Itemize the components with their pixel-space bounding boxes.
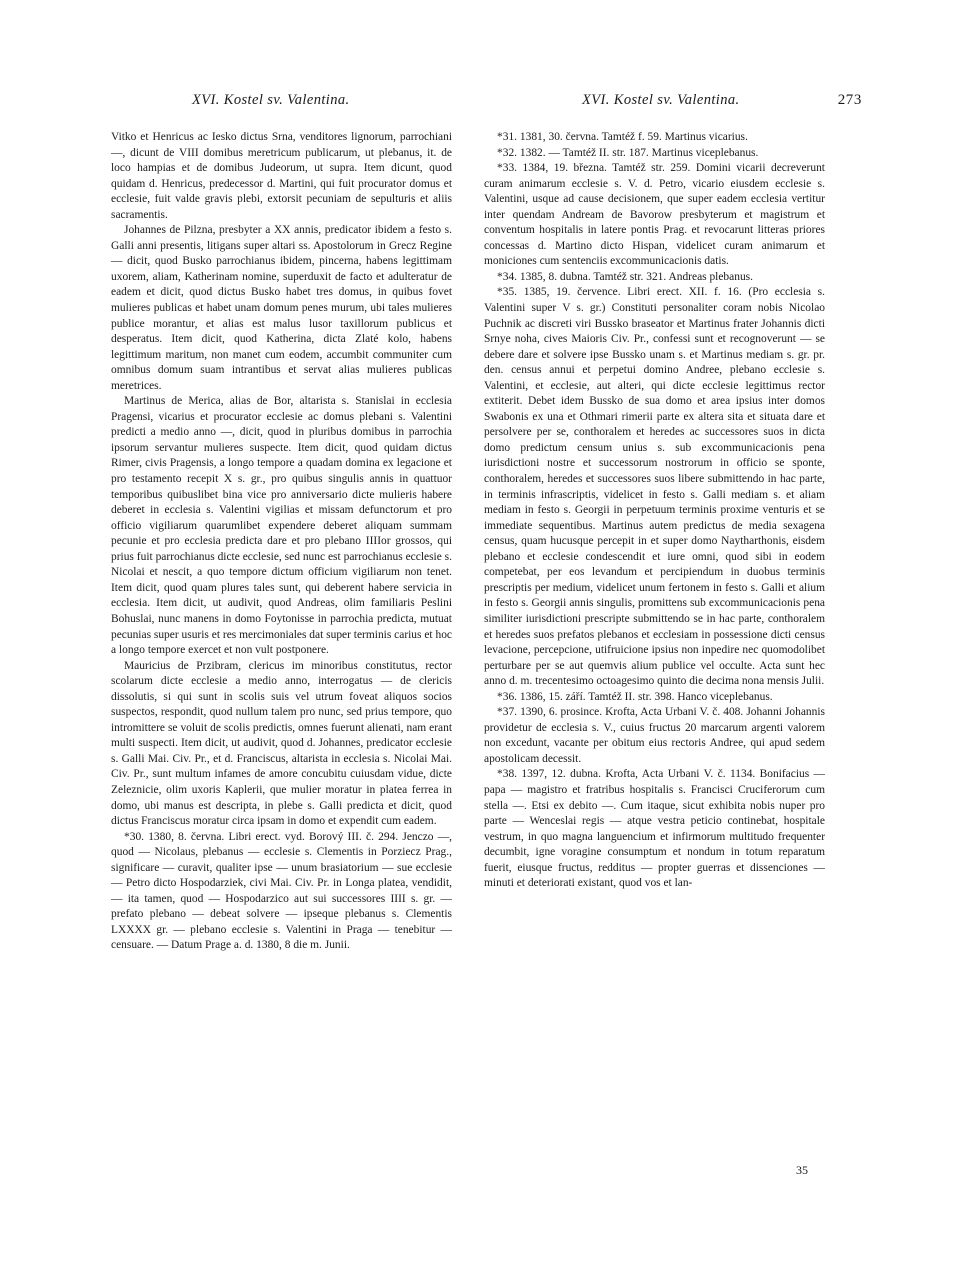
entry-32: *32. 1382. — Tamtéž II. str. 187. Martinus viceplebanus.: [497, 146, 759, 159]
entry-37: *37. 1390, 6. prosince. Krofta, Acta Urbani V. č. 408. Johanni Johannis providetur de ecclesia s. V., cuius fructus 20 marcarum argenti valorem non excedunt, vacante per obitum eius rectoris Andree, qui apud sedem apostolicam decessit.: [484, 706, 825, 765]
paragraph-martinus-de-merica: Martinus de Merica, alias de Bor, altarista s. Stanislai in ecclesia Pragensi, vicarius et procurator ecclesie ac domus plebani s. Valentini predicti a medio anno —, dicit, quod in pluribus domibus in parrochia ipsorum servantur mulieres suspecte. Item dicit, quod quidam dictus Rimer, civis Pragensis, a longo tempore a quadam domina ex legacione et pro testamento recepit X s. gr., pro quibus singulis annis in quattuor temporibus quibuslibet bina vice pro anniversario dicte mulieris habere deberet in ecclesia s. Valentini vigilias et missam defunctorum et pro officio vigiliarum quarumlibet expendere deberet aliquam summam pecunie et pro ecclesia predicta dare et pro plebano IIIIor grossos, qui prius fuit parrochianus dicte ecclesie, sed nunc est parrochianus ecclesie s. Nicolai et nescit, a quo tempore dictum officium vigiliarum non tenet. Item dicit, quod quam plures tales sunt, qui deberent habere serviciа in ecclesia. Item dicit, ut audivit, quod Andreas, olim familiaris Peslini Bohuslai, nunc manens in domo Foytonisse in parrochia predicta, mutuat pecunias super usuris et res mercimoniales dat super terminis carius et hoc a longo tempore exercet et non vult postponere.: [111, 395, 452, 657]
entry-36: *36. 1386, 15. září. Tamtéž II. str. 398. Hanco viceplebanus.: [497, 690, 773, 703]
right-running-title: XVI. Kostel sv. Valentina.: [582, 92, 740, 108]
entry-33: *33. 1384, 19. března. Tamtéž str. 259. Domini vicarii decreverunt curam animarum ecclesie s. V. d. Petro, vicario eiusdem ecclesie s. Valentini, usque ad cause decisionem, que super eadem ecclesia vertitur inter quendam Andream de Bavorow presbyterum et magistrum et conventum hospitalis in latere pontis Prag. et revocarunt litteras priores concessas d. Martino dicto Hispan, videlicet curam animarum et moniciones cum sentenciis excommunicacionis datis.: [484, 162, 825, 268]
left-running-title: XVI. Kostel sv. Valentina.: [192, 92, 350, 108]
entry-31: *31. 1381, 30. června. Tamtéž f. 59. Martinus vicarius.: [497, 131, 748, 143]
paragraph-johannes-de-pilzna: Johannes de Pilzna, presbyter a XX annis, predicator ibidem a festo s. Galli anni presentis, litigans super altari ss. Apostolorum in Grecz Regine — dicit, quod Busko parrochianus ibidem, pincerna, habens legittimam uxorem, aliam, Katherinam nomine, superduxit de facto et adulteratur de eadem et dicit, quod dictus Busko habet tres domus, in quibus fovet mulieres publicas et habet unam domum penes murum, ubi tales mulieres publice morantur, et alias est malus lusor taxillorum publicus et desperatus. Item dicit, quod Katherina, dicta Zlaté kolo, habens legittimum maritum, non manet cum eodem, accumbit communiter cum omnibus domum suam intrantibus et servat alias mulieres publicas meretrices.: [111, 224, 452, 392]
paragraph-mauricius-de-przibram: Mauricius de Przibram, clericus im minoribus constitutus, rector scolarum dicte ecclesie a medio anno, interrogatus — de clericis dissolutis, si qui sunt in scolis suis vel utrum foveat aliquos socios suspectos, respondit, quod nullum talem pro nunc, sed prius tempore, quo intromittere se voluit de scolis predictis, omnes fuerunt alienati, nam erant multi suspecti. Item dicit, ut audivit, quod d. Johannes, predicator ecclesie s. Galli Mai. Civ. Pr., et d. Franciscus, altarista in ecclesia s. Nicolai Mai. Civ. Pr., sunt multum infames de amore concubitu cuiusdam vidue, dicte Zeleznicie, olim uxoris Kaplerii, que mulier moratur in platea ferrea in domo, ubi manus est descripta, in plebe s. Galli predicta et dicit, quod dictus Franciscus moratur circa ipsam in domo et expendit cum eadem.: [111, 659, 452, 828]
entry-35: *35. 1385, 19. července. Libri erect. XII. f. 16. (Pro ecclesia s. Valentini super V s. gr.) Constituti personaliter coram nobis Nicolao Puchnik ac discreti viri Bussko braseator et Martinus frater Johannis dicti Srnye noha, cives Maioris Civ. Pr., confessi sunt et recognoverunt — se debere dare et solvere ipse Bussko unam s. et Martinus mediam s. gr. pr. den. census annui et perpetui domino Andree, plebano ecclesie s. Valentini, et ecclesie, aut alteri, qui dicte ecclesie legittimus rector extiterit. Debet idem Bussko de sua domo et area ipsius inter domos Swabonis ex una et Othmari rimerii parte ex altera sita et situata dare et persolvere per se, conthoralem et heredes ac successores suos in dicta domo predictum censum unius s. sub excommunicacionis pena iurisdictioni nostre et successorum nostrorum in officio se sponte, conthoralem, heredes et successores suos libere submittendo in hac parte, in terminis infrascriptis, videlicet in festo s. Galli mediam s. et aliam mediam in festo s. Georgii in perpetuum terminis proxime venturis et se immediate sequentibus. Martinus autem predictus de media sexagena census, quam hucusque percepit in et super domo Naytharthonis, eisdem plebano et ecclesie condescendit et iure omni, quod sibi in eodem competebat, per eos levandum et percipiendum in duobus terminis prescriptis per medium, videlicet unum fertonem in festo s. Galli et alium in festo s. Georgii annis singulis, promittens sub excommunicacionis pena similiter iurisdictioni prescripte submittendo se in hac parte, conthoralem et heredes suos prefatos plebanos et ecclesiam in possessione dicti census levacione, percepcione, utifruicione ipsius non inpedire nec quomodolibet perturbare per se aut quemvis alium publice vel occulte. Acta sunt hec anno d. m. trecentesimo octoagesimo quinto die decima nona mensis Julii.: [484, 286, 825, 688]
page-number: 273: [837, 92, 862, 108]
entry-38: *38. 1397, 12. dubna. Krofta, Acta Urbani V. č. 1134. Bonifacius — papa — magistro et fratribus hospitalis s. Francisci Cruciferorum cum stella —. Etsi ex debito —. Cum itaque, sicut exhibita nobis nuper pro parte — Wenceslai regis — atque vestra peticio continebat, hospitale vestrum, in quo magna languencium et infirmorum multitudo frequenter decumbit, igne voragine consumptum et nondum in totum reparatum fuerit, eiusque fructus, redditus — propter guerras et dissenciones — minuti et deteriorati existant, quod vos et lan-: [484, 768, 825, 890]
running-header: [152, 92, 862, 114]
entry-34: *34. 1385, 8. dubna. Tamtéž str. 321. Andreas plebanus.: [497, 270, 753, 283]
signature-mark: 35: [796, 1163, 808, 1177]
entry-30: *30. 1380, 8. června. Libri erect. vyd. Borový III. č. 294. Jenczo —, quod — Nicolaus, plebanus — ecclesie s. Clementis in Porziecz Prag., significare — curavit, qualiter ipse — unum brasiatorium — sue ecclesie — Petro dicto Hospodarziek, civi Mai. Civ. Pr. in Longa platea, vendidit, — ita tamen, quod — Hospodarzico aut sui successores IIII s. gr. — prefato plebano — debeat solvere — ipseque plebanus s. Clementis LXXXX gr. — plebano ecclesie s. Valentini in Praga — tenebitur — censuare. — Datum Prage a. d. 1380, 8 die m. Junii.: [111, 830, 452, 952]
paragraph-vitko: Vitko et Henricus ac Iesko dictus Srna, venditores lignorum, parrochiani —, dicunt de VIII domibus meretricum publicarum, ut plebanus, it. de loco hampias et de domibus Judeorum, ut supra. Item dicunt, quod quidam d. Henricus, predecessor d. Martini, qui fuit procurator domus et ecclesie, fuit valde gravis plebi, extorsit pecuniam de sepulturis et aliis sacramentis.: [111, 131, 452, 221]
left-text-column: [111, 130, 452, 954]
right-text-column: [484, 130, 825, 892]
